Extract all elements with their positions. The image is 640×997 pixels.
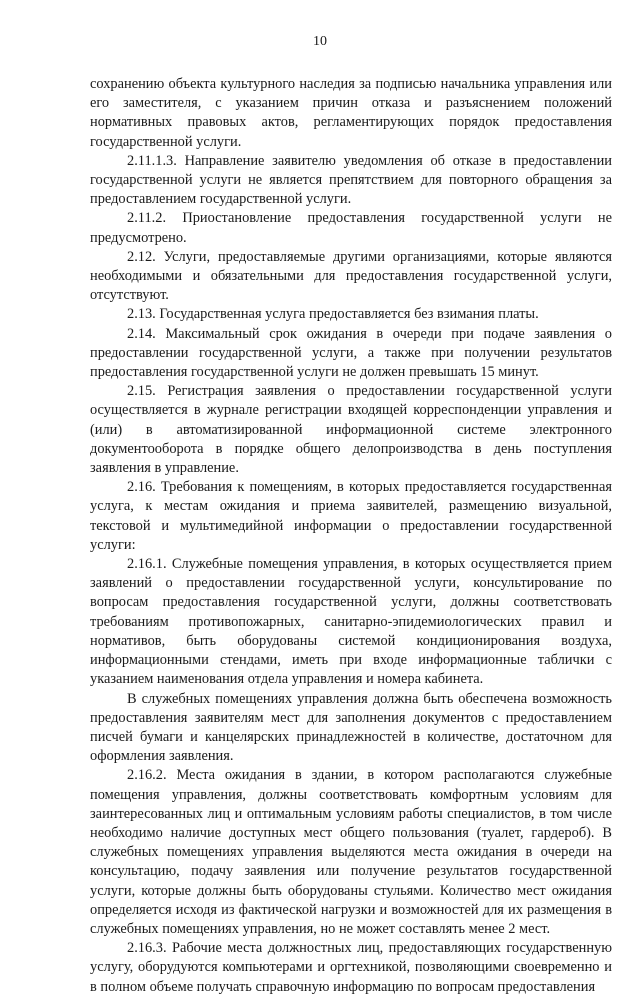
paragraph: сохранению объекта культурного наследия за подписью начальника управления или его заместителя, с указанием причин отказа и разъяснением положений нормативных правовых актов, регламентирующих порядок предоставления государственной услуги. xyxy=(90,76,612,150)
paragraph: 2.16.2. Места ожидания в здании, в котором располагаются служебные помещения управления, должны соответствовать комфортным условиям для заинтересованных лиц и оптимальным условиям работы специалистов, в том числе необходимо наличие доступных мест общего пользования (туалет, гардероб). В служебных помещениях управления выделяются места ожидания в очереди на консультацию, подачу заявления или получение результатов государственной услуги, которые должны быть оборудованы стульями. Количество мест ожидания определяется исходя из фактической нагрузки и возможностей для их размещения в служебных помещениях управления, но не может составлять менее 2 мест. xyxy=(90,767,612,937)
paragraph: 2.11.1.3. Направление заявителю уведомления об отказе в предоставлении государственной услуги не является препятствием для повторного обращения за предоставлением государственной услуги. xyxy=(90,152,612,208)
paragraph: 2.12. Услуги, предоставляемые другими организациями, которые являются необходимыми и обязательными для предоставления государственной услуги, отсутствуют. xyxy=(90,248,612,304)
paragraph: 2.16.3. Рабочие места должностных лиц, предоставляющих государственную услугу, оборудуются компьютерами и оргтехникой, позволяющими своевременно и в полном объеме получать справочную информацию по вопросам предоставления xyxy=(90,940,612,995)
paragraph: 2.15. Регистрация заявления о предоставлении государственной услуги осуществляется в журнале регистрации входящей корреспонденции управления и (или) в автоматизированной информационной системе электронного документооборота в порядке общего делопроизводства в день поступления заявления в управление. xyxy=(90,383,612,477)
paragraph: 2.16.1. Служебные помещения управления, в которых осуществляется прием заявлений о предоставлении государственной услуги, консультирование по вопросам предоставления государственной услуги, должны соответствовать требованиям противопожарных, санитарно-эпидемиологических правил и нормативов, быть оборудованы системой кондиционирования воздуха, информационными стендами, иметь при входе информационные таблички с указанием наименования отдела управления и номера кабинета. xyxy=(90,556,612,688)
paragraph: 2.16. Требования к помещениям, в которых предоставляется государственная услуга, к местам ожидания и приема заявителей, размещению визуальной, текстовой и мультимедийной информации о предоставлении государственной услуги: xyxy=(90,479,612,553)
page-number: 10 xyxy=(313,34,327,49)
document-body xyxy=(90,75,612,997)
paragraph: В служебных помещениях управления должна быть обеспечена возможность предоставления заявителям мест для заполнения документов с предоставлением писчей бумаги и канцелярских принадлежностей в количестве, достаточном для оформления заявления. xyxy=(90,690,612,765)
paragraph: 2.14. Максимальный срок ожидания в очереди при подаче заявления о предоставлении государственной услуги, а также при получении результатов предоставления государственной услуги не должен превышать 15 минут. xyxy=(90,325,612,381)
paragraph: 2.13. Государственная услуга предоставляется без взимания платы. xyxy=(127,306,539,323)
paragraph: 2.11.2. Приостановление предоставления государственной услуги не предусмотрено. xyxy=(90,210,612,246)
